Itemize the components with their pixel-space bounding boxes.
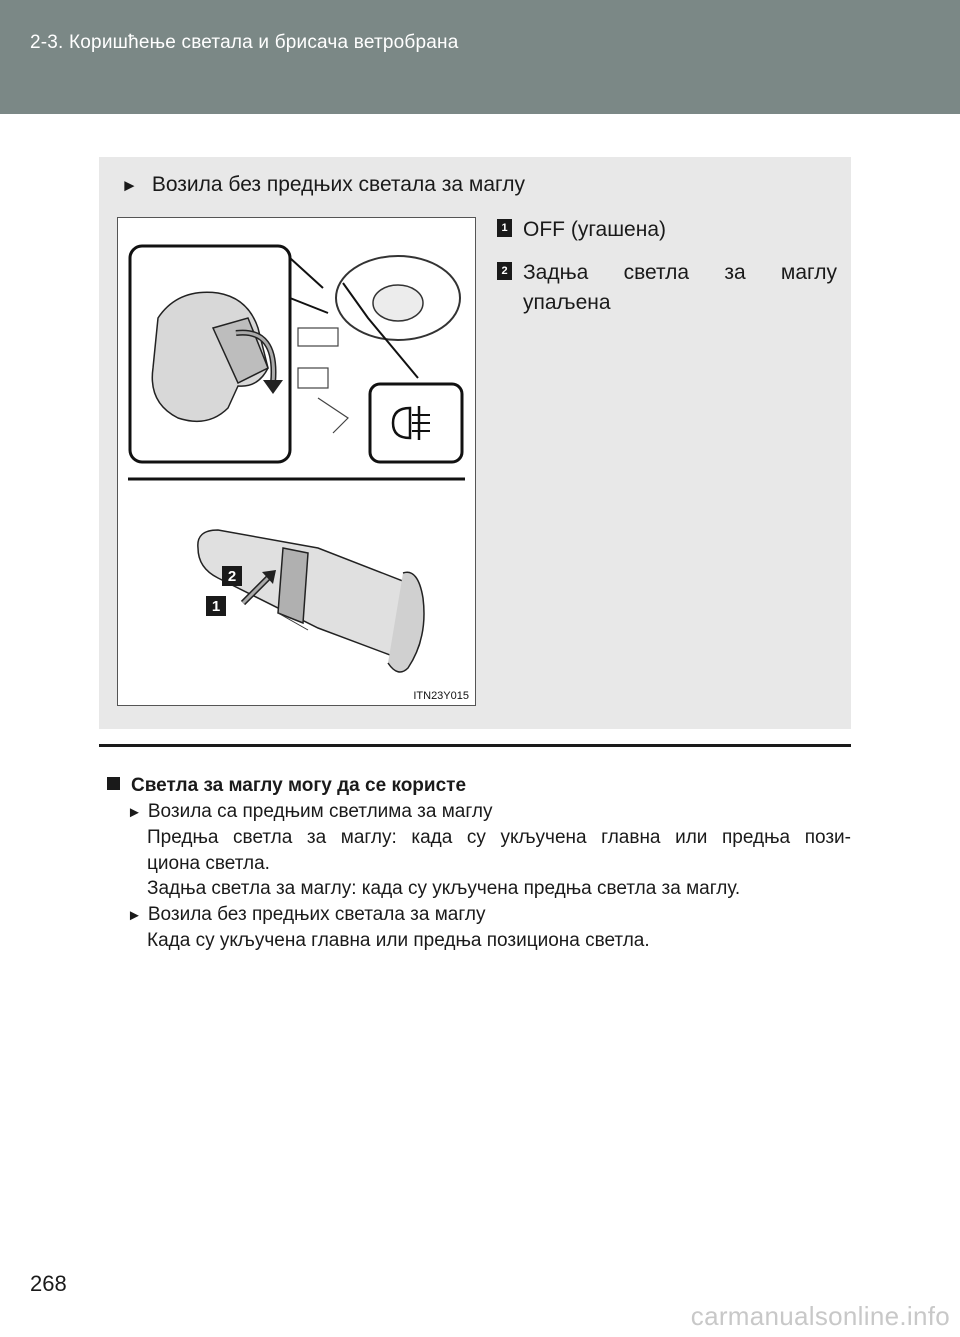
panel-heading [121, 173, 525, 197]
steering-hub-shape [373, 285, 423, 321]
legend-number-badge: 2 [497, 262, 512, 280]
legend-word: Задња [523, 261, 589, 284]
dashboard-detail [298, 368, 328, 388]
watermark: carmanualsonline.info [690, 1301, 950, 1331]
triangle-bullet-icon: ► [127, 906, 142, 924]
callout-connector-line [290, 258, 323, 288]
section-divider [99, 744, 851, 747]
page-header [0, 0, 960, 114]
legend-word: маглу [780, 261, 837, 284]
body-line: Задња светла за маглу: када су укључена предња светла за маглу. [147, 878, 741, 899]
chapter-title: 2-3. Коришћење светала и брисача ветробрана [30, 32, 459, 53]
callout-1-label: 1 [211, 598, 221, 615]
square-bullet-icon [107, 777, 120, 790]
triangle-bullet-icon: ► [127, 803, 142, 821]
switch-stalk-shape [198, 530, 421, 658]
fog-usage-section [107, 773, 851, 954]
legend-text [523, 258, 837, 318]
callout-2-label: 2 [227, 568, 237, 585]
page-number: 268 [30, 1271, 67, 1296]
legend-word: светла [623, 261, 690, 284]
legend-number-badge: 1 [497, 219, 512, 237]
callout-connector-line [290, 298, 328, 313]
info-panel [99, 157, 851, 729]
panel-heading-text: Возила без предњих светала за маглу [151, 173, 525, 196]
legend-word: за [724, 261, 746, 284]
pedal-detail [318, 398, 348, 433]
illustration-figure [117, 217, 476, 706]
section-title-text: Светла за маглу могу да се користе [131, 775, 467, 796]
triangle-bullet-icon: ► [121, 176, 138, 195]
figure-code: ITN23Y015 [413, 690, 469, 702]
legend-text: OFF (угашена) [523, 218, 666, 241]
body-line: Предња светла за маглу: када су укључена главна или предња пози- [147, 827, 851, 848]
subsection-label [107, 902, 851, 929]
fog-light-switch-illustration [118, 218, 475, 705]
subsection-label-text: Возила без предњих светала за маглу [147, 903, 486, 925]
dashboard-detail [298, 328, 338, 346]
subsection-label [107, 799, 851, 826]
legend-line: упаљена [523, 291, 611, 314]
fog-ring-shape [278, 548, 308, 623]
body-line: циона светла. [147, 852, 270, 874]
body-line: Када су укључена главна или предња позициона светла. [147, 930, 650, 951]
subsection-label-text: Возила са предњим светлима за маглу [147, 800, 493, 822]
section-title [107, 773, 851, 799]
